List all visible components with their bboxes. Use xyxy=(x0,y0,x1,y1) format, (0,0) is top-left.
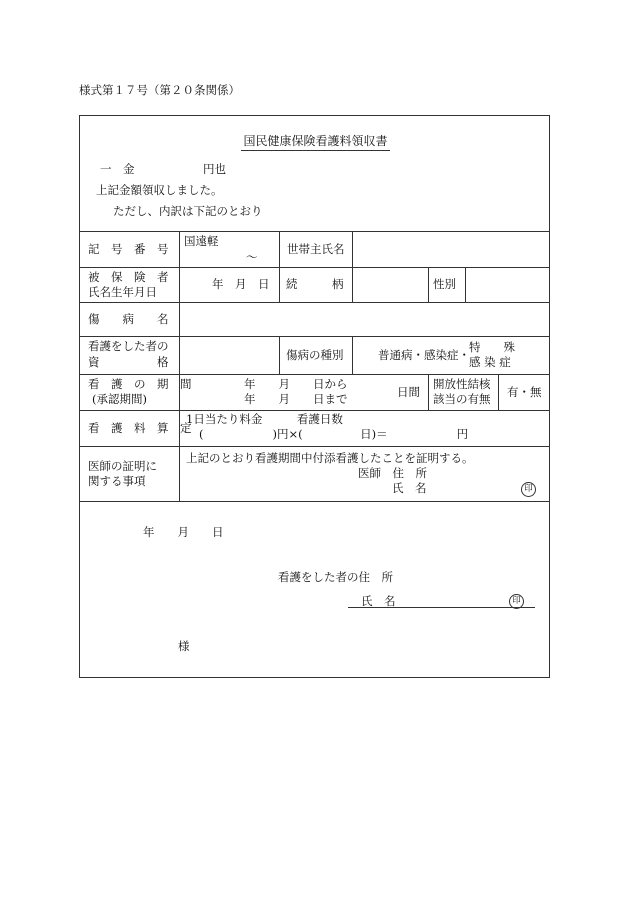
column-line xyxy=(498,374,499,410)
period-to[interactable]: 年 月 日まで xyxy=(244,392,348,406)
symbol-number-label: 記 号 番 号 xyxy=(88,242,169,256)
period-days: 日間 xyxy=(397,385,420,399)
column-line xyxy=(428,267,429,302)
form-title: 国民健康保険看護料領収書 xyxy=(80,135,551,151)
row-line xyxy=(80,302,549,303)
doctor-cert-label: 医師の証明に xyxy=(88,459,157,473)
nurse-signature-line xyxy=(348,607,535,608)
insured-birth-date[interactable]: 年 月 日 xyxy=(212,277,270,291)
fee-calc-label: 看 護 料 算 定 xyxy=(88,421,192,435)
nurse-qualification-label-2: 資 格 xyxy=(88,355,169,369)
insured-birth-label: 氏名生年月日 xyxy=(88,285,157,299)
symbol-number-value[interactable]: 国遠軽 xyxy=(184,234,219,248)
column-line xyxy=(428,374,429,410)
disease-type-value[interactable]: 普通病・感染症・ xyxy=(378,348,470,362)
fee-calc-line1: 1日当たり料金 看護日数 xyxy=(186,412,343,426)
row-line xyxy=(80,446,549,447)
doctor-seal-icon: 印 xyxy=(521,481,536,497)
row-line xyxy=(80,410,549,411)
tuberculosis-label: 開放性結核 xyxy=(433,377,491,391)
disease-name-label: 傷 病 名 xyxy=(88,312,169,326)
doctor-cert-label-2: 関する事項 xyxy=(88,474,146,488)
column-line xyxy=(279,231,280,267)
received-text: 上記金額領収しました。 xyxy=(96,183,223,197)
issue-date[interactable]: 年 月 日 xyxy=(143,525,224,539)
column-line xyxy=(352,336,353,374)
receipt-form xyxy=(79,115,550,678)
doctor-name-label: 氏 名 xyxy=(392,481,427,495)
disease-type-label: 傷病の種別 xyxy=(286,348,344,362)
doctor-cert-text: 上記のとおり看護期間中付添看護したことを証明する。 xyxy=(186,451,474,465)
column-line xyxy=(279,336,280,374)
column-line xyxy=(465,267,466,302)
relationship-label: 続 柄 xyxy=(286,277,344,291)
form-number: 様式第１７号（第２０条関係） xyxy=(79,83,240,97)
amount-suffix: 円也 xyxy=(203,162,226,176)
tuberculosis-label-2: 該当の有無 xyxy=(433,392,491,406)
row-line xyxy=(80,267,549,268)
household-head-label: 世帯主氏名 xyxy=(287,242,345,256)
row-line xyxy=(80,231,549,232)
column-line xyxy=(352,267,353,302)
nursing-period-label: 看 護 の 期 間 xyxy=(88,377,192,391)
insured-label: 被 保 険 者 xyxy=(88,270,169,284)
row-line xyxy=(80,336,549,337)
column-line xyxy=(179,231,180,501)
nurse-seal-icon: 印 xyxy=(509,593,524,609)
disease-type-infectious: 感 染 症 xyxy=(469,355,511,369)
nurse-qualification-label: 看護をした者の xyxy=(88,339,169,353)
breakdown-text: ただし、内訳は下記のとおり xyxy=(113,204,263,218)
column-line xyxy=(279,267,280,302)
row-line xyxy=(80,374,549,375)
addressee: 様 xyxy=(178,639,190,653)
nurse-name-label: 氏 名 xyxy=(361,594,396,608)
nurse-address-label: 看護をした者の住 所 xyxy=(278,570,393,584)
nursing-period-sublabel: (承認期間) xyxy=(92,392,147,406)
column-line xyxy=(352,231,353,267)
disease-type-special: 特 殊 xyxy=(469,340,515,354)
gender-label: 性別 xyxy=(433,277,456,291)
row-line xyxy=(80,501,549,502)
symbol-number-tilde: ～ xyxy=(246,250,258,264)
fee-calc-line2[interactable]: ( )円×( 日)＝ 円 xyxy=(199,427,469,441)
period-from[interactable]: 年 月 日から xyxy=(244,377,348,391)
amount-prefix: 一 金 xyxy=(100,162,135,176)
tuberculosis-value[interactable]: 有・無 xyxy=(507,385,542,399)
doctor-address-label: 医師 住 所 xyxy=(358,466,427,480)
